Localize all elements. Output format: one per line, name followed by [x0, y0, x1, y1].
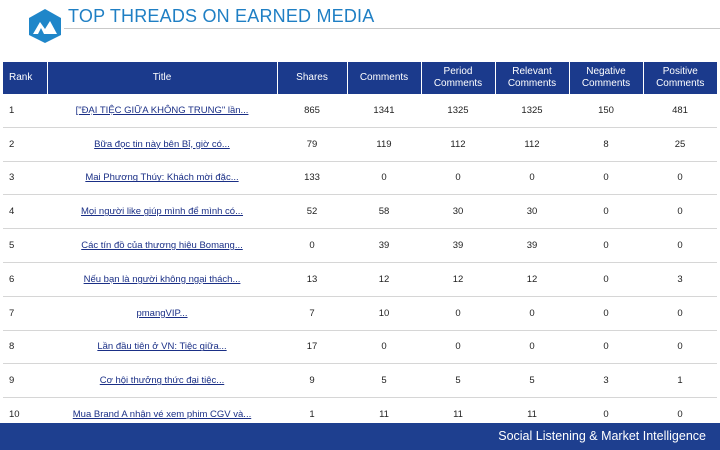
- header-positive-comments: Positive Comments: [643, 62, 717, 94]
- relevant-comments-cell: 0: [495, 296, 569, 330]
- header-period-comments: Period Comments: [421, 62, 495, 94]
- comments-cell: 39: [347, 229, 421, 263]
- shares-cell: 52: [277, 195, 347, 229]
- negative-comments-cell: 0: [569, 262, 643, 296]
- table-row: [3, 229, 717, 263]
- rank-cell: 10: [9, 409, 20, 421]
- positive-comments-cell: 3: [643, 262, 717, 296]
- comments-cell: 12: [347, 262, 421, 296]
- negative-comments-cell: 3: [569, 364, 643, 398]
- positive-comments-cell: 0: [643, 330, 717, 364]
- rank-cell: 4: [3, 195, 47, 229]
- period-comments-cell: 5: [421, 364, 495, 398]
- thread-title-link[interactable]: Cơ hội thưởng thức đại tiệc...: [99, 375, 225, 387]
- shares-cell: 0: [277, 229, 347, 263]
- rank-cell: 3: [3, 161, 47, 195]
- rank-cell: 9: [3, 364, 47, 398]
- shares-cell: 79: [277, 127, 347, 161]
- comments-cell: 10: [347, 296, 421, 330]
- comments-cell: 58: [347, 195, 421, 229]
- relevant-comments-cell: 1325: [495, 94, 569, 127]
- top-threads-table: [3, 62, 717, 431]
- footer-bar: [0, 423, 720, 450]
- rank-cell: 2: [3, 127, 47, 161]
- table-row: [3, 94, 717, 127]
- table-row: [3, 127, 717, 161]
- table-row: [3, 195, 717, 229]
- mountain-logo-icon: [27, 8, 63, 44]
- header-title: Title: [47, 62, 277, 94]
- period-comments-cell: 12: [421, 262, 495, 296]
- thread-title-link[interactable]: Nếu bạn là người không ngại thách...: [83, 273, 241, 285]
- period-comments-cell: 0: [421, 296, 495, 330]
- thread-title-link[interactable]: ["ĐẠI TIỆC GIỮA KHÔNG TRUNG" lần...: [75, 104, 249, 116]
- positive-comments-cell: 0: [643, 161, 717, 195]
- positive-comments-cell: 1: [643, 364, 717, 398]
- shares-cell: 13: [277, 262, 347, 296]
- header-comments: Comments: [347, 62, 421, 94]
- thread-title-link[interactable]: Các tín đồ của thương hiệu Bomang...: [81, 240, 243, 252]
- relevant-comments-cell: 11: [527, 409, 537, 421]
- period-comments-cell: 30: [421, 195, 495, 229]
- table-row: [3, 296, 717, 330]
- header-negative-comments: Negative Comments: [569, 62, 643, 94]
- table-row: [3, 330, 717, 364]
- shares-cell: 865: [277, 94, 347, 127]
- negative-comments-cell: 0: [569, 161, 643, 195]
- shares-cell: 9: [277, 364, 347, 398]
- period-comments-cell: 1325: [421, 94, 495, 127]
- title-divider: [64, 28, 720, 29]
- header-relevant-comments: Relevant Comments: [495, 62, 569, 94]
- table-header-row: [3, 62, 717, 94]
- rank-cell: 8: [3, 330, 47, 364]
- negative-comments-cell: 0: [569, 296, 643, 330]
- period-comments-cell: 39: [421, 229, 495, 263]
- slide-header: [0, 0, 720, 60]
- header-shares: Shares: [277, 62, 347, 94]
- footer-tagline: Social Listening & Market Intelligence: [498, 429, 706, 443]
- rank-cell: 5: [3, 229, 47, 263]
- comments-cell: 1341: [347, 94, 421, 127]
- relevant-comments-cell: 12: [495, 262, 569, 296]
- thread-title-link[interactable]: Mọi người like giúp mình để mình có...: [80, 206, 244, 218]
- thread-title-link[interactable]: Lần đầu tiên ở VN: Tiệc giữa...: [97, 341, 227, 353]
- period-comments-cell: 0: [421, 330, 495, 364]
- rank-cell: 6: [3, 262, 47, 296]
- period-comments-cell: 112: [421, 127, 495, 161]
- thread-title-link[interactable]: pmangVIP...: [136, 307, 188, 319]
- positive-comments-cell: 0: [677, 409, 683, 421]
- thread-title-link[interactable]: Mua Brand A nhận vé xem phim CGV và...: [72, 409, 252, 421]
- positive-comments-cell: 0: [643, 296, 717, 330]
- shares-cell: 133: [277, 161, 347, 195]
- comments-cell: 0: [347, 330, 421, 364]
- negative-comments-cell: 150: [569, 94, 643, 127]
- relevant-comments-cell: 5: [495, 364, 569, 398]
- comments-cell: 0: [347, 161, 421, 195]
- rank-cell: 7: [3, 296, 47, 330]
- comments-cell: 5: [347, 364, 421, 398]
- comments-cell: 119: [347, 127, 421, 161]
- negative-comments-cell: 0: [569, 330, 643, 364]
- shares-cell: 7: [277, 296, 347, 330]
- table-row: [3, 262, 717, 296]
- negative-comments-cell: 8: [569, 127, 643, 161]
- negative-comments-cell: 0: [569, 229, 643, 263]
- relevant-comments-cell: 112: [495, 127, 569, 161]
- positive-comments-cell: 0: [643, 229, 717, 263]
- relevant-comments-cell: 39: [495, 229, 569, 263]
- positive-comments-cell: 0: [643, 195, 717, 229]
- shares-cell: 1: [309, 409, 315, 421]
- comments-cell: 11: [379, 409, 389, 421]
- rank-cell: 1: [3, 94, 47, 127]
- shares-cell: 17: [277, 330, 347, 364]
- thread-title-link[interactable]: Mai Phương Thúy: Khách mời đặc...: [85, 172, 239, 184]
- table-row: [3, 161, 717, 195]
- period-comments-cell: 11: [453, 409, 463, 421]
- negative-comments-cell: 0: [603, 409, 609, 421]
- positive-comments-cell: 481: [643, 94, 717, 127]
- table-row: [3, 364, 717, 398]
- negative-comments-cell: 0: [569, 195, 643, 229]
- page-title: TOP THREADS ON EARNED MEDIA: [68, 6, 375, 26]
- thread-title-link[interactable]: Bữa đọc tin này bên Bỉ, giờ có...: [94, 138, 230, 150]
- relevant-comments-cell: 30: [495, 195, 569, 229]
- relevant-comments-cell: 0: [495, 161, 569, 195]
- positive-comments-cell: 25: [643, 127, 717, 161]
- relevant-comments-cell: 0: [495, 330, 569, 364]
- header-rank: Rank: [3, 62, 47, 94]
- period-comments-cell: 0: [421, 161, 495, 195]
